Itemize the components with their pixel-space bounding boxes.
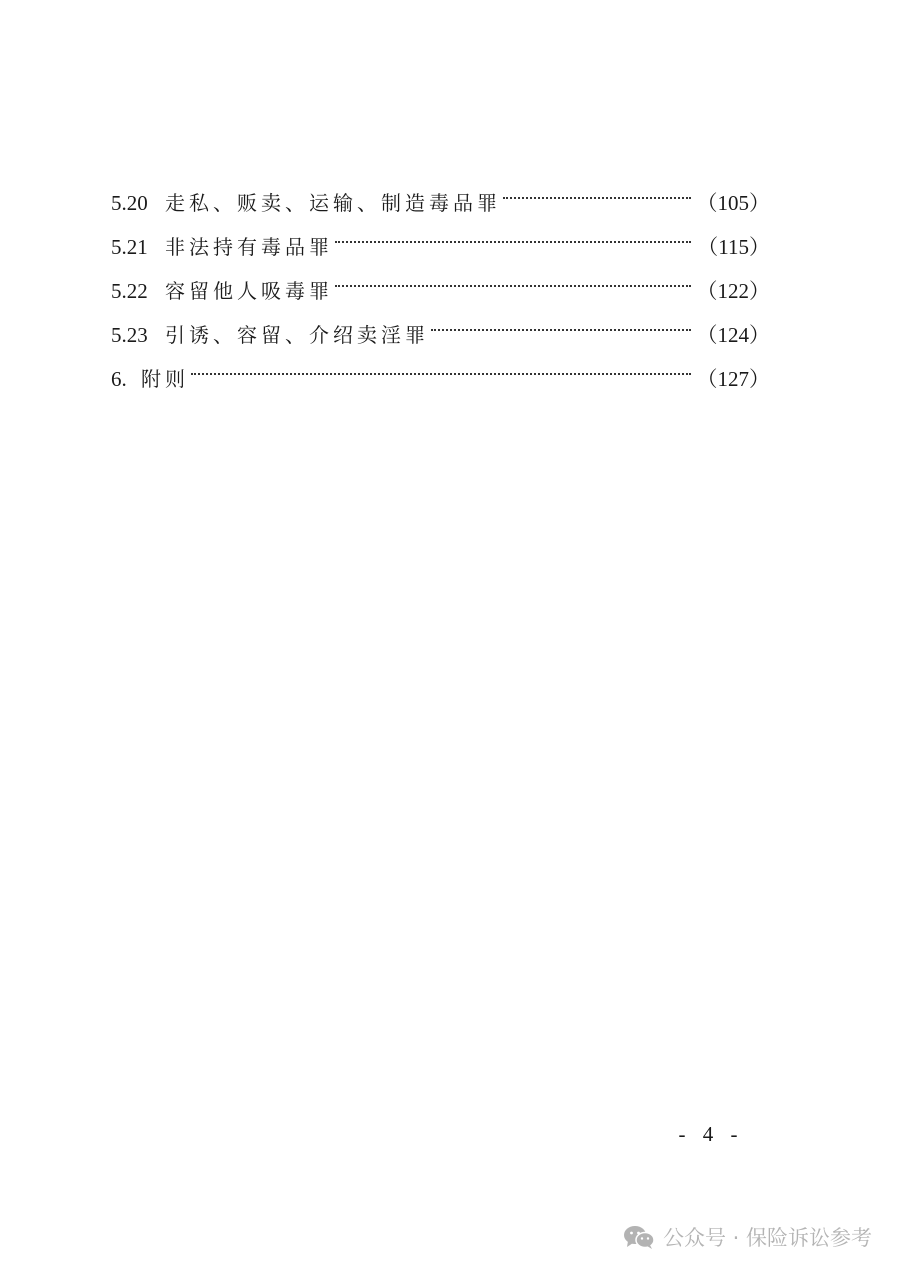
page-number: - 4 - — [678, 1122, 744, 1146]
toc-entry-title: 附则 — [141, 367, 189, 391]
toc-entry-page: （127） — [696, 367, 770, 391]
toc-entry-page: （115） — [697, 235, 770, 259]
toc-entry-title: 非法持有毒品罪 — [165, 235, 333, 259]
toc-entry-number: 6. — [111, 367, 127, 391]
toc-entry-title: 走私、贩卖、运输、制造毒品罪 — [165, 191, 501, 215]
toc-entry[interactable] — [111, 342, 770, 391]
toc-leader-dots — [431, 298, 691, 342]
toc-leader-dots — [335, 254, 691, 298]
toc-entry-title: 引诱、容留、介绍卖淫罪 — [165, 323, 429, 347]
toc-leader-dots — [191, 342, 691, 386]
toc-entry-number: 5.21 — [111, 235, 148, 259]
toc-entry-number: 5.22 — [111, 279, 148, 303]
toc-entry-number: 5.20 — [111, 191, 148, 215]
toc-entry-number: 5.23 — [111, 323, 148, 347]
toc-entry-page: （105） — [696, 191, 770, 215]
toc-entry[interactable] — [111, 166, 770, 215]
toc-leader-dots — [335, 210, 691, 254]
toc-entry-page: （122） — [696, 279, 770, 303]
toc-leader-dots — [503, 166, 691, 210]
table-of-contents — [111, 166, 770, 391]
watermark-text: 公众号 · 保险诉讼参考 — [662, 1226, 872, 1250]
toc-entry-title: 容留他人吸毒罪 — [165, 279, 333, 303]
toc-entry-page: （124） — [696, 323, 770, 347]
wechat-icon — [623, 1224, 655, 1250]
watermark — [623, 1222, 872, 1252]
